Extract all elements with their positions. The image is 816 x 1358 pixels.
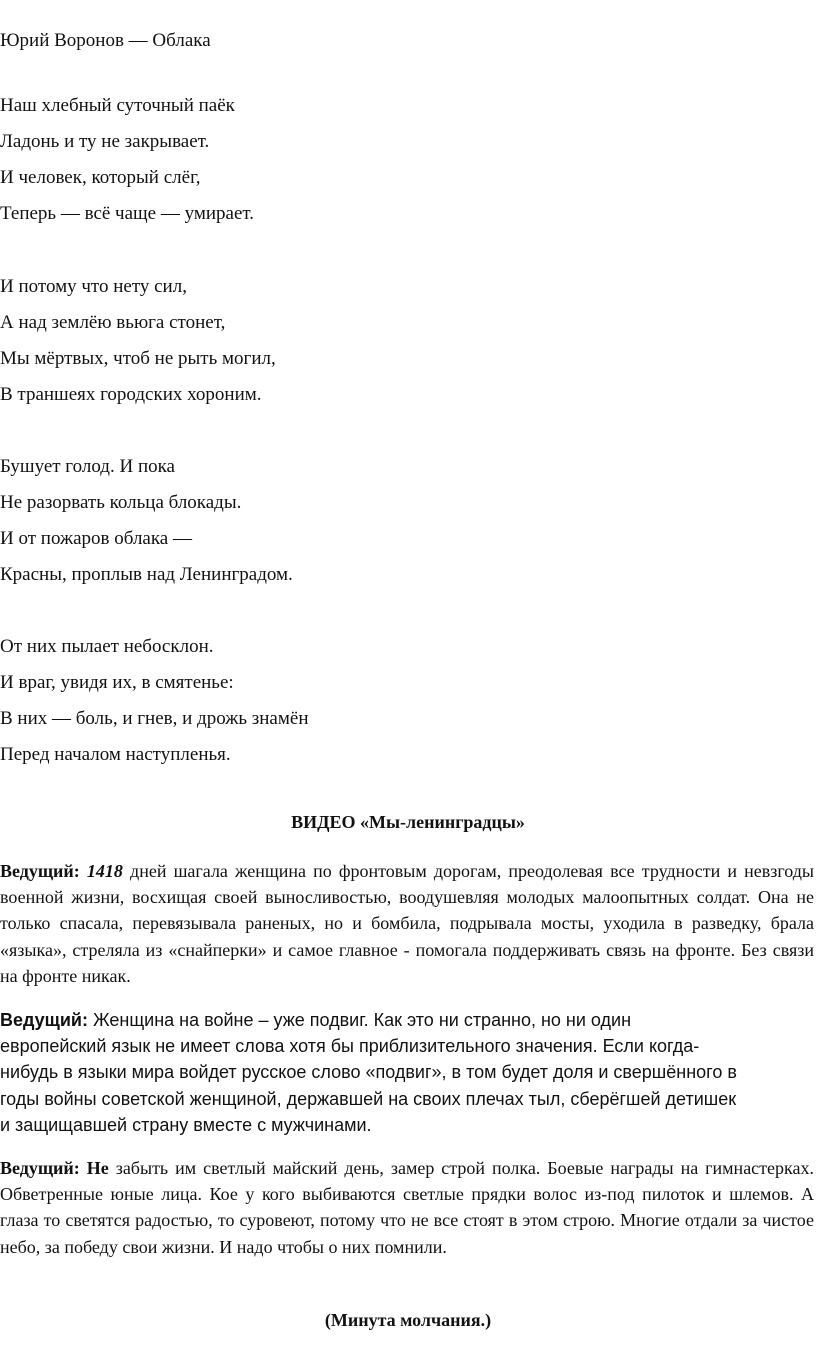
paragraph-line: и защищавшей страну вместе с мужчинами. <box>0 1114 372 1135</box>
poem-line: И человек, который слёг, <box>0 167 201 188</box>
paragraph-line: годы войны советской женщиной, державшей на своих плечах тыл, сберёгшей детишек <box>0 1088 737 1109</box>
host-paragraph <box>0 1155 814 1260</box>
poem-line: А над землёю вьюга стонет, <box>0 312 226 333</box>
paragraph-text: забыть им светлый майский день, замер строй полка. Боевые награды на гимнастерках. Обветренные юные лица. Кое у кого выбиваются светлые прядки волос из-под пилоток и шлемов. А глаза то светятся радостью, то суровеют, потому что не все стоят в этом строю. Многие отдали за чистое небо, за победу свои жизни. И надо чтобы о них помнили. <box>0 1158 814 1257</box>
poem-line: И потому что нету сил, <box>0 276 187 297</box>
paragraph-line: нибудь в языки мира войдет русское слово «подвиг», в том будет доля и свершённого в <box>0 1062 737 1083</box>
speaker-label: Ведущий: <box>0 1010 88 1030</box>
poem-stanza <box>0 629 309 773</box>
poem-line: В них — боль, и гнев, и дрожь знамён <box>0 708 309 729</box>
paragraph-line: Женщина на войне – уже подвиг. Как это ни странно, но ни один <box>87 1010 632 1030</box>
host-paragraph <box>0 1007 814 1138</box>
paragraph-text: дней шагала женщина по фронтовым дорогам, преодолевая все трудности и невзгоды военной жизни, восхищая своей выносливостью, воодушевляя молодых малоопытных солдат. Она не только спасала, перевязывала раненых, но и бомбила, подрывала мосты, уходила в разведку, брала «языка», стреляла из «снайперки» и самое главное - помогала поддерживать связь на фронте. Без связи на фронте никак. <box>0 861 814 986</box>
poem-line: Наш хлебный суточный паёк <box>0 95 235 116</box>
host-paragraph <box>0 858 814 989</box>
video-heading: ВИДЕО «Мы-ленинградцы» <box>291 812 525 832</box>
emphasis-number: 1418 <box>86 861 123 881</box>
poem-line: Мы мёртвых, чтоб не рыть могил, <box>0 348 276 369</box>
poem-line: Красны, проплыв над Ленинградом. <box>0 564 293 585</box>
poem-title: Юрий Воронов — Облака <box>0 30 211 51</box>
paragraph-line: европейский язык не имеет слова хотя бы приблизительного значения. Если когда- <box>0 1036 700 1057</box>
silence-heading: (Минута молчания.) <box>324 1310 492 1330</box>
poem-line: И враг, увидя их, в смятенье: <box>0 672 234 693</box>
poem-line: И от пожаров облака — <box>0 528 192 549</box>
poem-line: Перед началом наступленья. <box>0 744 231 765</box>
poem-line: Не разорвать кольца блокады. <box>0 492 242 513</box>
speaker-label: Ведущий: <box>0 861 80 881</box>
poem-stanza <box>0 269 276 413</box>
poem-stanza <box>0 88 254 232</box>
poem-line: Ладонь и ту не закрывает. <box>0 131 210 152</box>
poem-stanza <box>0 449 293 593</box>
poem-line: В траншеях городских хороним. <box>0 384 262 405</box>
poem-line: Бушует голод. И пока <box>0 456 175 477</box>
poem-line: Теперь — всё чаще — умирает. <box>0 203 255 224</box>
speaker-label: Ведущий: Не <box>0 1158 109 1178</box>
poem-line: От них пылает небосклон. <box>0 636 214 657</box>
